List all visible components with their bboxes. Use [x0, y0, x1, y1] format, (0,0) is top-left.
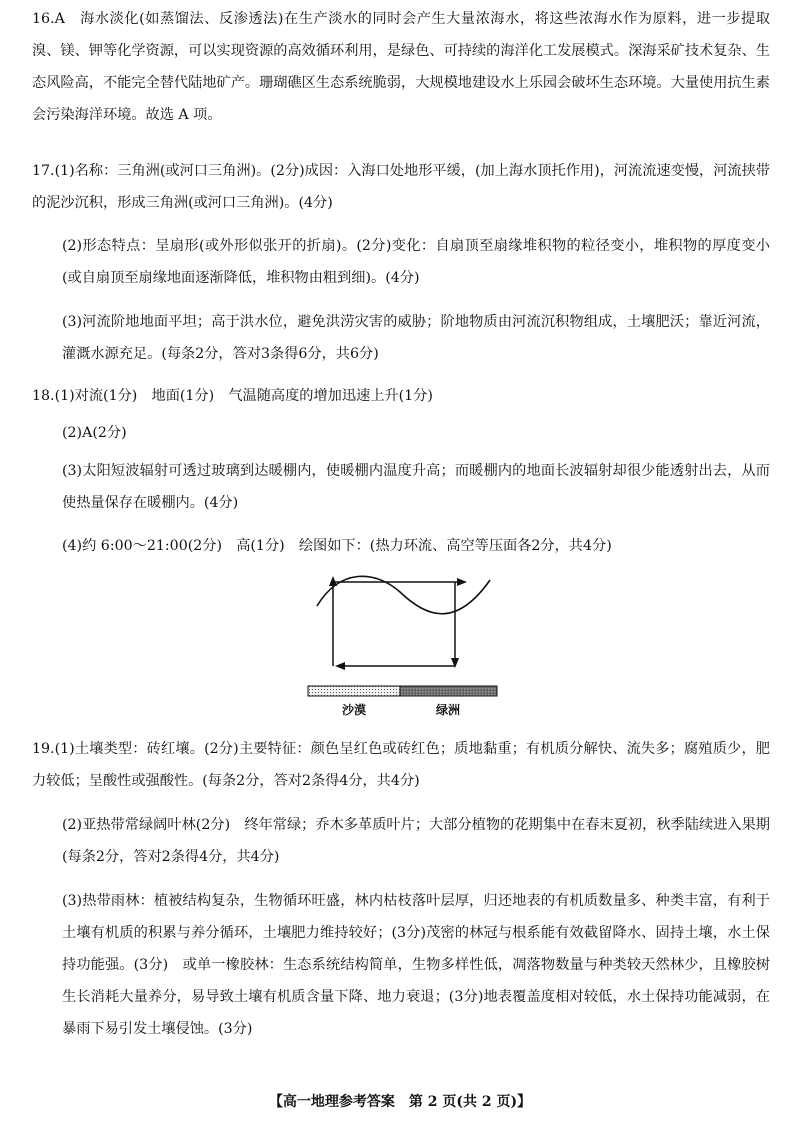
question-16-number: 16. [32, 11, 55, 27]
question-18-number: 18. [32, 388, 55, 404]
desert-ground [308, 686, 400, 696]
question-18-part-4: (4)约 6:00～21:00(2分) 高(1分) 绘图如下：(热力环流、高空等压面各2分，共4分) [62, 538, 612, 554]
question-18-part-3: (3)太阳短波辐射可透过玻璃到达暖棚内，使暖棚内温度升高；而暖棚内的地面长波辐射却很少能透射出去，从而使热量保存在暖棚内。(4分) [62, 463, 770, 511]
question-17-part-1-text: (1)名称：三角洲(或河口三角洲)。(2分)成因：入海口处地形平缓，(加上海水顶托作用)，河流流速变慢，河流挟带的泥沙沉积，形成三角洲(或河口三角洲)。(4分) [32, 163, 770, 211]
question-19-part-1-text: (1)土壤类型：砖红壤。(2分)主要特征：颜色呈红色或砖红色；质地黏重；有机质分解快、流失多；腐殖质少，肥力较低；呈酸性或强酸性。(每条2分，答对2条得4分，共4分) [32, 741, 770, 789]
thermal-circulation-figure [305, 568, 500, 720]
question-17-number: 17. [32, 163, 55, 179]
oasis-ground [400, 686, 497, 696]
question-19-part-3: (3)热带雨林：植被结构复杂，生物循环旺盛，林内枯枝落叶层厚，归还地表的有机质数量多、种类丰富，有利于土壤有机质的积累与养分循环，土壤肥力维持较好；(3分)茂密的林冠与根系能有效截留降水、固持土壤，水土保持功能强。(3分) 或单一橡胶林：生态系统结构简单，生物多样性低，凋落物数量与种类较天然林少，且橡胶树生长消耗大量养分，易导致土壤有机质含量下降、地力衰退；(3分)地表覆盖度相对较低，水土保持功能减弱，在暴雨下易引发土壤侵蚀。(3分) [62, 893, 770, 1037]
question-17-part-3: (3)河流阶地地面平坦；高于洪水位，避免洪涝灾害的威胁；阶地物质由河流沉积物组成，土壤肥沃；靠近河流，灌溉水源充足。(每条2分，答对3条得6分，共6分) [62, 314, 770, 362]
question-16-text: A 海水淡化(如蒸馏法、反渗透法)在生产淡水的同时会产生大量浓海水，将这些浓海水作为原料，进一步提取溴、镁、钾等化学资源，可以实现资源的高效循环利用，是绿色、可持续的海洋化工发展模式。深海采矿技术复杂、生态风险高，不能完全替代陆地矿产。珊瑚礁区生态系统脆弱，大规模地建设水上乐园会破坏生态环境。大量使用抗生素会污染海洋环境。故选 A 项。 [32, 11, 770, 123]
page-footer: 【高一地理参考答案 第 2 页(共 2 页)】 [268, 1094, 532, 1110]
question-17-part-2: (2)形态特点：呈扇形(或外形似张开的折扇)。(2分)变化：自扇顶至扇缘堆积物的粒径变小，堆积物的厚度变小(或自扇顶至扇缘地面逐渐降低，堆积物由粗到细)。(4分) [62, 238, 770, 286]
question-16 [32, 3, 770, 131]
desert-label: 沙漠 [341, 703, 367, 717]
question-18-part-2: (2)A(2分) [62, 425, 127, 441]
question-17-part-1 [32, 155, 770, 219]
question-19-part-1 [32, 733, 770, 797]
top-arrow-head [457, 578, 467, 586]
question-19-number: 19. [32, 741, 55, 757]
question-19-part-2: (2)亚热带常绿阔叶林(2分) 终年常绿；乔木多革质叶片；大部分植物的花期集中在春末夏初，秋季陆续进入果期(每条2分，答对2条得4分，共4分) [62, 817, 770, 865]
question-18-part-1 [32, 380, 770, 412]
bottom-arrow-head [335, 662, 345, 670]
upward-arrow-head [329, 576, 337, 586]
oasis-label: 绿洲 [435, 703, 461, 717]
question-18-part-1-text: (1)对流(1分) 地面(1分) 气温随高度的增加迅速上升(1分) [54, 388, 433, 404]
